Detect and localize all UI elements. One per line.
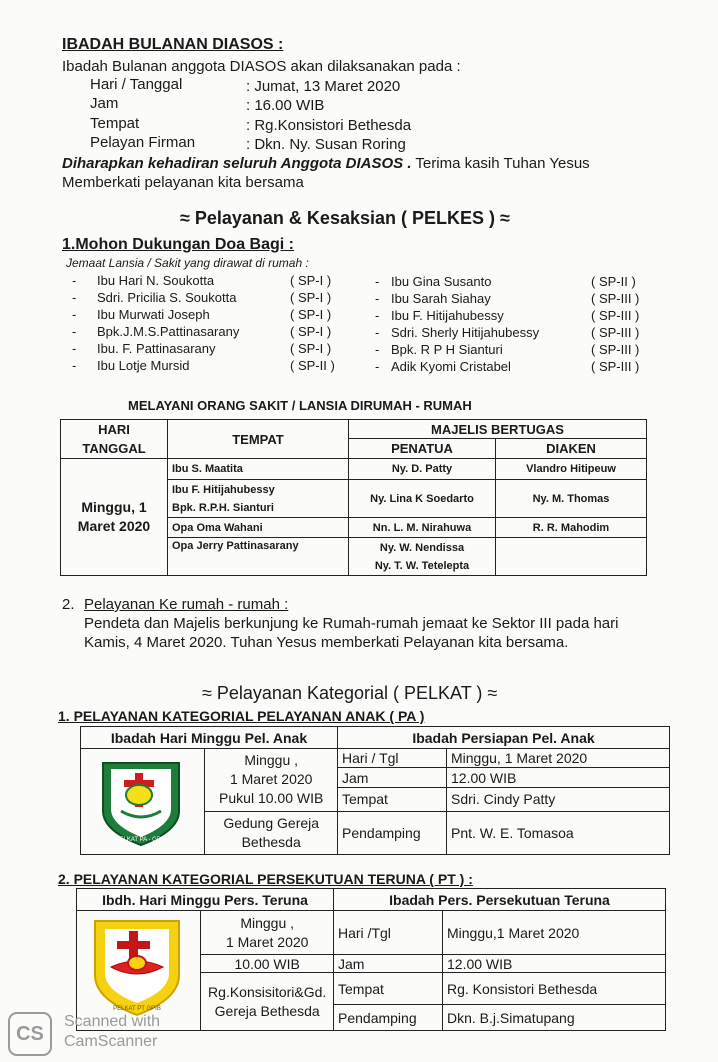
pa-left-l4: Gedung Gereja: [223, 814, 320, 831]
pt-heading: 2. PELAYANAN KATEGORIAL PERSEKUTUAN TERUNA ( PT ) :: [58, 871, 473, 887]
pa-value: Pnt. W. E. Tomasoa: [447, 811, 670, 854]
list-item: - Adik Kyomi Cristabel ( SP-III ): [375, 359, 640, 374]
pelkes-sub1-note: Jemaat Lansia / Sakit yang dirawat di rumah :: [66, 256, 309, 270]
pt-key: Tempat: [334, 973, 443, 1005]
list-item-name: Ibu. F. Pattinasarany: [97, 341, 216, 356]
pa-key: Jam: [338, 768, 447, 787]
list-item: - Sdri. Sherly Hitijahubessy ( SP-III ): [375, 325, 640, 340]
list-item-sector: ( SP-III ): [591, 291, 640, 306]
tempat-cell: [168, 480, 349, 518]
list-item-sector: ( SP-I ): [290, 290, 332, 305]
pa-key: Tempat: [338, 787, 447, 811]
list-item-name: Bpk. R P H Sianturi: [391, 342, 503, 357]
pt-key: Jam: [334, 955, 443, 973]
penatua-cell: Ny. Lina K Soedarto: [349, 480, 496, 518]
camscanner-line2: CamScanner: [64, 1033, 158, 1050]
diasos-heading: IBADAH BULANAN DIASOS :: [62, 36, 284, 53]
pa-table: [80, 726, 670, 855]
pa-left-info: [205, 749, 338, 812]
pa-heading: 1. PELAYANAN KATEGORIAL PELAYANAN ANAK ( PA ): [58, 708, 425, 724]
tempat-cell: Opa Oma Wahani: [168, 518, 349, 538]
pa-logo-cell: [81, 749, 205, 855]
list-item: - Ibu F. Hitijahubessy ( SP-III ): [375, 308, 640, 323]
list-item-name: Ibu Hari N. Soukotta: [97, 273, 215, 288]
list-item: - Ibu Lotje Mursid ( SP-II ): [72, 358, 335, 373]
list-item-sector: ( SP-III ): [591, 359, 640, 374]
list-item-name: Adik Kyomi Cristabel: [391, 359, 511, 374]
pa-value: Sdri. Cindy Patty: [447, 787, 670, 811]
pt-left-location: [201, 973, 334, 1031]
camscanner-logo: [8, 1012, 52, 1056]
pa-left-l3: Pukul 10.00 WIB: [219, 790, 324, 807]
pelkes-sub2-num: 2.: [62, 596, 75, 613]
list-item: - Ibu Sarah Siahay ( SP-III ): [375, 291, 640, 306]
list-item: - Ibu Gina Susanto ( SP-II ): [375, 274, 636, 289]
list-item-name: Ibu F. Hitijahubessy: [391, 308, 504, 323]
sick-list-left: [72, 272, 362, 374]
tempat-line1: Ibu F. Hitijahubessy: [172, 483, 275, 496]
diasos-value-preacher: : Dkn. Ny. Susan Roring: [246, 136, 406, 153]
tempat-cell: Ibu S. Maatita: [168, 459, 349, 480]
pa-left-l1: Minggu ,: [244, 752, 299, 769]
pelkes-sub2-text2: Kamis, 4 Maret 2020. Tuhan Yesus memberkati Pelayanan kita bersama.: [84, 634, 569, 651]
pt-value: Minggu,1 Maret 2020: [443, 911, 666, 955]
pa-key: Hari / Tgl: [338, 749, 447, 768]
pelkat-title: ≈ Pelayanan Kategorial ( PELKAT ) ≈: [202, 683, 498, 703]
diasos-intro: Ibadah Bulanan anggota DIASOS akan dilaksanakan pada :: [62, 58, 461, 75]
diasos-closing-line2: Memberkati pelayanan kita bersama: [62, 174, 304, 191]
diasos-value-time: : 16.00 WIB: [246, 97, 325, 114]
header-majelis: MAJELIS BERTUGAS: [349, 420, 647, 439]
penatua-cell: Ny. D. Patty: [349, 459, 496, 480]
diasos-closing: [62, 155, 590, 172]
pa-logo-text: PELKAT PA - GPIB: [115, 837, 167, 843]
date-cell: [61, 459, 168, 576]
pt-key: Hari /Tgl: [334, 911, 443, 955]
list-item: - Sdri. Pricilia S. Soukotta ( SP-I ): [72, 290, 332, 305]
pa-value: Minggu, 1 Maret 2020: [447, 749, 670, 768]
list-item-name: Bpk.J.M.S.Pattinasarany: [97, 324, 240, 339]
diaken-cell: Vlandro Hitipeuw: [496, 459, 647, 480]
list-item-sector: ( SP-I ): [290, 324, 332, 339]
diasos-value-date: : Jumat, 13 Maret 2020: [246, 78, 401, 95]
pelkat-pt-logo: [77, 911, 197, 1027]
list-item-name: Ibu Murwati Joseph: [97, 307, 210, 322]
pt-value: Dkn. B.j.Simatupang: [443, 1005, 666, 1031]
list-item-name: Ibu Lotje Mursid: [97, 358, 190, 373]
diasos-value-place: : Rg.Konsistori Bethesda: [246, 117, 412, 134]
penatua-cell: Nn. L. M. Nirahuwa: [349, 518, 496, 538]
header-tanggal: TANGGAL: [61, 439, 168, 459]
pt-left-l1: Minggu ,: [240, 914, 295, 931]
list-item-sector: ( SP-III ): [591, 342, 640, 357]
list-item: - Bpk.J.M.S.Pattinasarany ( SP-I ): [72, 324, 332, 339]
pt-left-time: 10.00 WIB: [201, 955, 334, 973]
pa-key: Pendamping: [338, 811, 447, 854]
penatua-cell: [349, 538, 496, 576]
diaken-cell: R. R. Mahodim: [496, 518, 647, 538]
list-item-sector: ( SP-I ): [290, 307, 332, 322]
pt-left-head: Ibdh. Hari Minggu Pers. Teruna: [77, 889, 334, 911]
list-item: - Ibu Murwati Joseph ( SP-I ): [72, 307, 332, 322]
pa-left-head: Ibadah Hari Minggu Pel. Anak: [81, 727, 338, 749]
diaken-cell: [496, 538, 647, 576]
pa-right-head: Ibadah Persiapan Pel. Anak: [338, 727, 670, 749]
list-item-name: Ibu Sarah Siahay: [391, 291, 491, 306]
list-item-name: Ibu Gina Susanto: [391, 274, 492, 289]
pelkes-sub1: 1.Mohon Dukungan Doa Bagi :: [62, 236, 294, 253]
pa-left-location: [205, 811, 338, 854]
diasos-label-time: Jam: [90, 95, 119, 112]
pelkat-pa-logo: [81, 749, 201, 851]
list-item-name: Sdri. Sherly Hitijahubessy: [391, 325, 540, 340]
camscanner-watermark-text: [64, 1012, 160, 1052]
pt-left-l4: Rg.Konsisitori&Gd.: [208, 983, 327, 1000]
pt-value: Rg. Konsistori Bethesda: [443, 973, 666, 1005]
diasos-label-place: Tempat: [90, 115, 140, 132]
pt-right-head: Ibadah Pers. Persekutuan Teruna: [334, 889, 666, 911]
list-item-name: Sdri. Pricilia S. Soukotta: [97, 290, 237, 305]
pa-left-l2: 1 Maret 2020: [229, 771, 313, 788]
sick-table-title: MELAYANI ORANG SAKIT / LANSIA DIRUMAH - RUMAH: [128, 398, 472, 413]
header-tempat: TEMPAT: [168, 420, 349, 459]
camscanner-line1: Scanned with: [64, 1013, 161, 1030]
pt-left-l2: 1 Maret 2020: [225, 933, 309, 950]
date-line2: Maret 2020: [77, 518, 151, 534]
pt-key: Pendamping: [334, 1005, 443, 1031]
pelkes-title: ≈ Pelayanan & Kesaksian ( PELKES ) ≈: [180, 208, 510, 228]
camscanner-badge-text: CS: [16, 1023, 44, 1045]
table-row: [61, 459, 647, 480]
header-penatua: PENATUA: [349, 439, 496, 459]
sick-visit-table: [60, 419, 647, 576]
penatua-line2: Ny. T. W. Tetelepta: [374, 559, 470, 572]
date-line1: Minggu, 1: [81, 499, 147, 515]
pelkes-sub2-text1: Pendeta dan Majelis berkunjung ke Rumah-rumah jemaat ke Sektor III pada hari: [84, 615, 619, 632]
list-item-sector: ( SP-II ): [591, 274, 636, 289]
pelkes-sub2: Pelayanan Ke rumah - rumah :: [84, 596, 289, 613]
list-item-sector: ( SP-I ): [290, 273, 332, 288]
list-item: - Ibu. F. Pattinasarany ( SP-I ): [72, 341, 332, 356]
list-item-sector: ( SP-I ): [290, 341, 332, 356]
pt-left-info: [201, 911, 334, 955]
list-item: - Bpk. R P H Sianturi ( SP-III ): [375, 342, 640, 357]
tempat-line2: Bpk. R.P.H. Sianturi: [172, 501, 274, 514]
pa-left-l5: Bethesda: [241, 833, 301, 850]
pt-table: [76, 888, 666, 1031]
pt-logo-text: PELKAT PT GPIB: [113, 1006, 161, 1012]
list-item-sector: ( SP-III ): [591, 325, 640, 340]
diasos-label-date: Hari / Tanggal: [90, 76, 183, 93]
list-item-sector: ( SP-III ): [591, 308, 640, 323]
diasos-label-preacher: Pelayan Firman: [90, 134, 196, 151]
penatua-line1: Ny. W. Nendissa: [379, 541, 465, 554]
header-diaken: DIAKEN: [496, 439, 647, 459]
list-item: - Ibu Hari N. Soukotta ( SP-I ): [72, 273, 332, 288]
list-item-sector: ( SP-II ): [290, 358, 335, 373]
tempat-cell: Opa Jerry Pattinasarany: [168, 538, 349, 576]
pt-value: 12.00 WIB: [443, 955, 666, 973]
pa-value: 12.00 WIB: [447, 768, 670, 787]
header-hari: HARI: [61, 420, 168, 439]
diaken-cell: Ny. M. Thomas: [496, 480, 647, 518]
pt-left-l5: Gereja Bethesda: [214, 1002, 320, 1019]
diasos-closing-bold: Diharapkan kehadiran seluruh Anggota DIASOS .: [62, 155, 412, 172]
sick-list-right: [375, 273, 675, 375]
diasos-closing-rest: Terima kasih Tuhan Yesus: [411, 155, 590, 172]
